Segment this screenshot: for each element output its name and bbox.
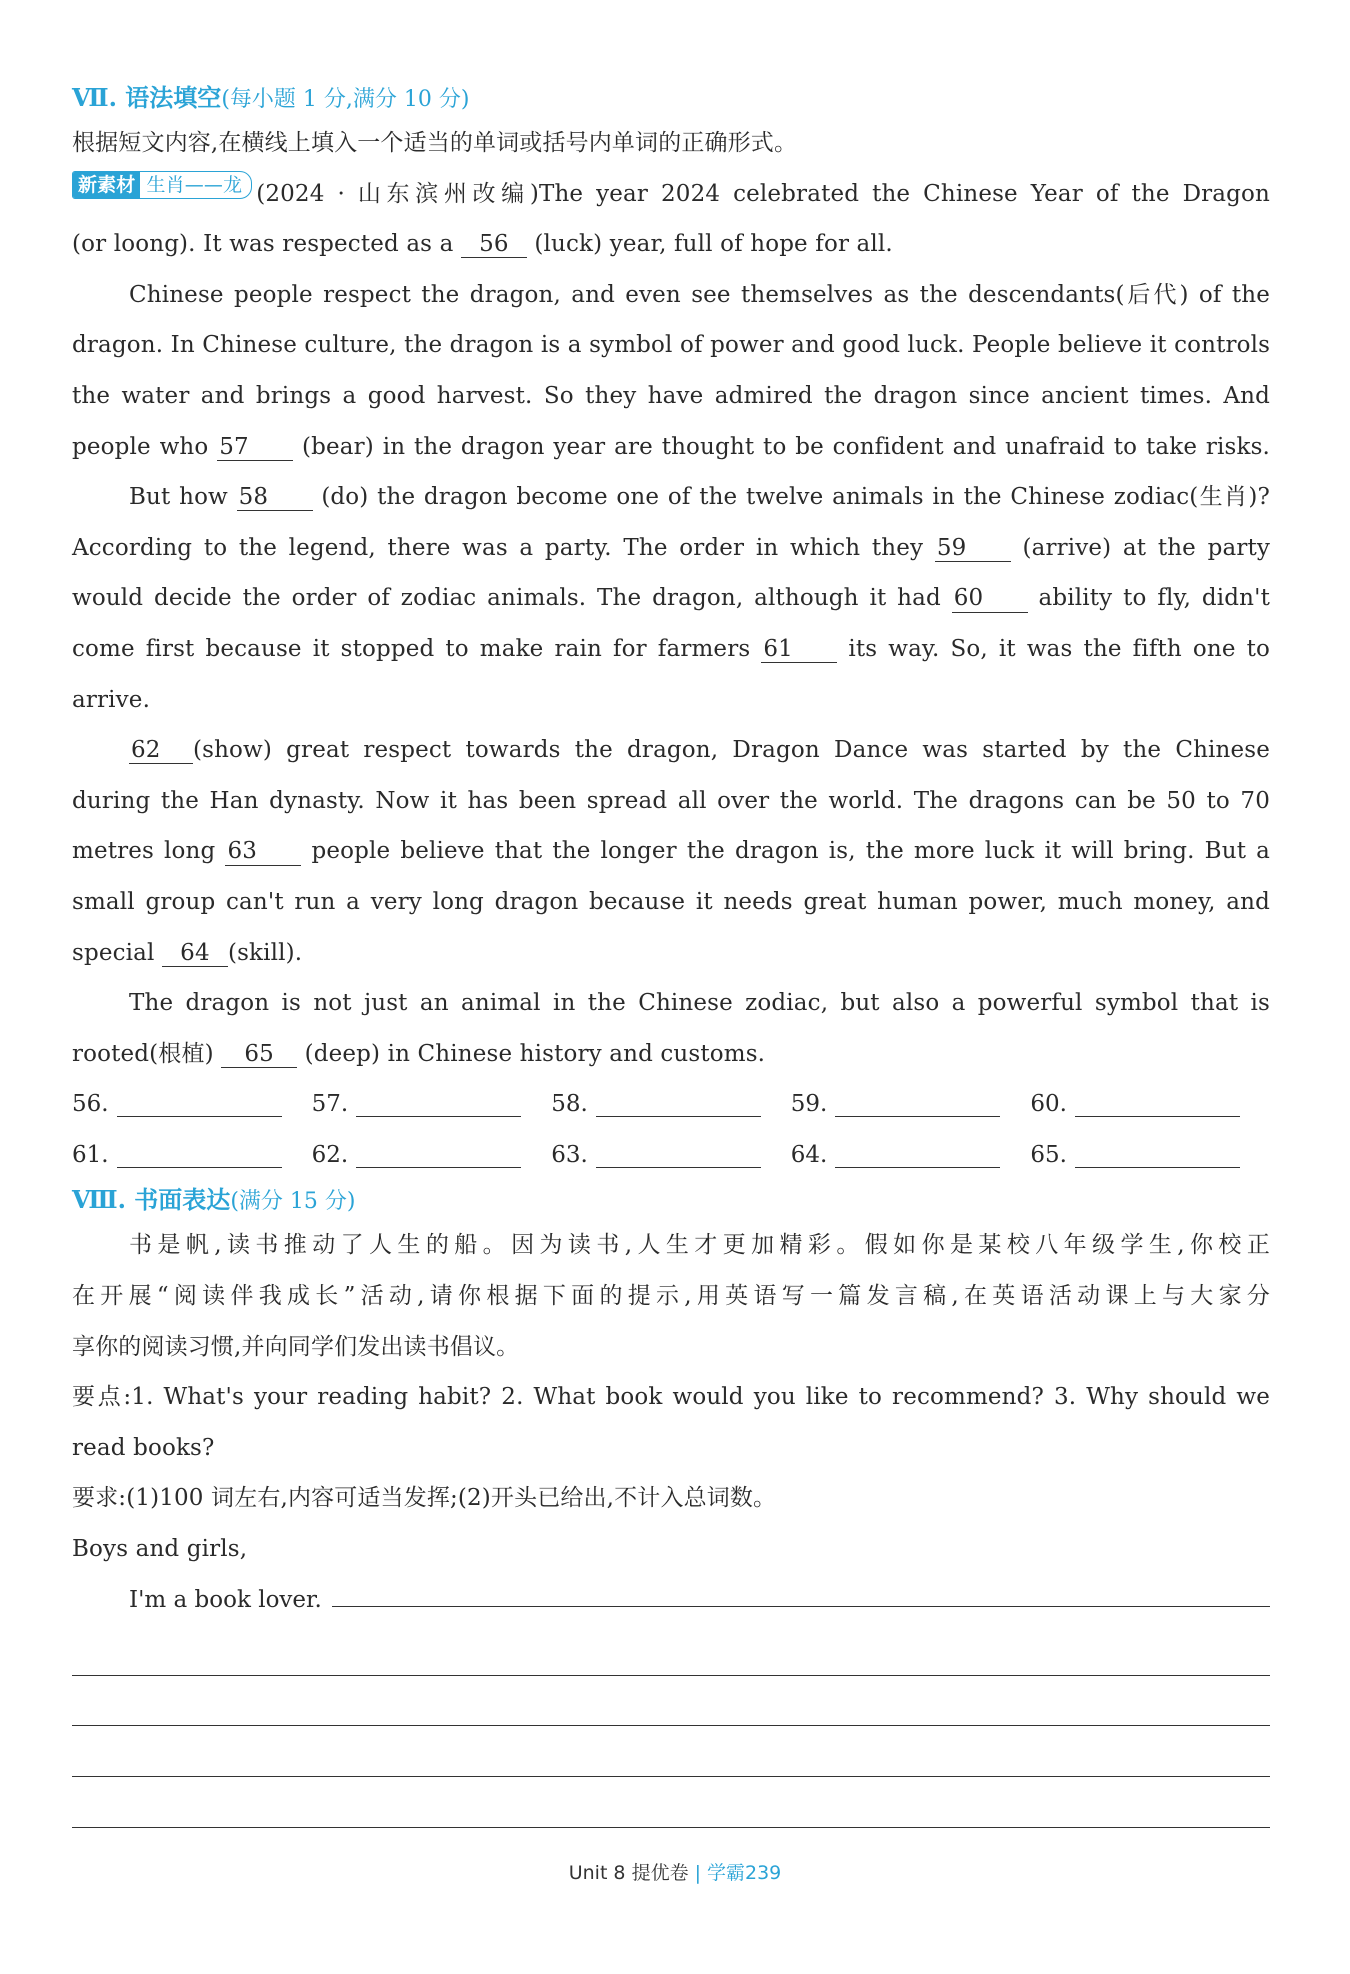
passage-text: (or loong). It was respected as a [72, 231, 454, 258]
blank-65: 65 [221, 1042, 297, 1068]
passage-line [72, 169, 1270, 220]
answer-number: 63. [551, 1141, 588, 1168]
passage-line [72, 523, 1270, 574]
blank-59: 59 [935, 536, 1011, 562]
footer-separator: | [694, 1862, 701, 1884]
answer-field[interactable] [356, 1086, 521, 1117]
answer-number: 56. [72, 1091, 109, 1118]
tag-label: 新素材 [73, 172, 140, 198]
answer-field[interactable] [1075, 1086, 1240, 1117]
passage-line [72, 573, 1270, 624]
answer-item [1030, 1130, 1270, 1181]
passage-text: (luck) year, full of hope for all. [534, 231, 893, 258]
answer-item [312, 1130, 552, 1181]
writing-start: I'm a book lover. [129, 1586, 322, 1613]
answer-field[interactable] [117, 1086, 282, 1117]
passage-line [72, 826, 1270, 877]
key-points: 要点:1. What's your reading habit? 2. What book would you like to recommend? 3. Why should we [72, 1384, 1270, 1411]
blank-62: 62 [129, 738, 193, 764]
requirements: 要求:(1)100 词左右,内容可适当发挥;(2)开头已给出,不计入总词数。 [72, 1485, 777, 1512]
passage-text: people who [72, 433, 209, 460]
new-material-tag [72, 171, 252, 199]
answer-item [72, 1130, 312, 1181]
page-number: 239 [745, 1862, 782, 1884]
blank-63: 63 [225, 839, 301, 865]
passage-line: arrive. [72, 686, 151, 713]
section8-title [72, 1180, 1270, 1220]
greeting: Boys and girls, [72, 1536, 248, 1563]
passage-text: come first because it stopped to make rain for farmers [72, 635, 751, 662]
answer-field[interactable] [117, 1137, 282, 1168]
section7-title [72, 78, 1270, 118]
passage-text: According to the legend, there was a party. The order in which they [72, 534, 924, 561]
answer-item [791, 1079, 1031, 1130]
answer-field[interactable] [596, 1137, 761, 1168]
footer-brand: 学霸 [706, 1862, 745, 1884]
passage-text: metres long [72, 838, 216, 865]
passage-text: its way. So, it was the fifth one to [848, 635, 1270, 662]
passage-source: (2024 · 山东滨州改编)The year 2024 celebrated the Chinese Year of the Dragon [256, 180, 1270, 207]
section7-instruction: 根据短文内容,在横线上填入一个适当的单词或括号内单词的正确形式。 [72, 130, 798, 156]
passage-line: dragon. In Chinese culture, the dragon is a symbol of power and good luck. People believe it controls [72, 332, 1271, 359]
section7-number: Ⅶ. 语法填空 [72, 83, 222, 112]
writing-start-line [72, 1575, 1270, 1626]
answer-number: 64. [790, 1141, 828, 1168]
answer-field[interactable] [835, 1086, 1000, 1117]
passage-line [72, 219, 1270, 270]
answer-item [551, 1079, 791, 1130]
passage-line [72, 725, 1270, 776]
passage-text: special [72, 939, 155, 966]
passage-text: people believe that the longer the dragon is, the more luck it will bring. But a [311, 838, 1271, 865]
passage-line [72, 472, 1270, 523]
answer-item [791, 1130, 1031, 1181]
passage-line [72, 422, 1270, 473]
passage-text: (bear) in the dragon year are thought to be confident and unafraid to take risks. [302, 433, 1270, 460]
passage-text: (show) great respect towards the dragon, Dragon Dance was started by the Chinese [193, 737, 1270, 764]
section8-number: Ⅷ. 书面表达 [72, 1185, 231, 1215]
answer-row-1 [72, 1079, 1270, 1130]
writing-line[interactable] [72, 1726, 1270, 1777]
passage-line: The dragon is not just an animal in the Chinese zodiac, but also a powerful symbol that is [129, 990, 1270, 1017]
answer-item [72, 1079, 312, 1130]
answer-field[interactable] [835, 1137, 1000, 1168]
blank-64: 64 [162, 941, 228, 967]
passage-line [72, 928, 1270, 979]
answer-number: 57. [311, 1091, 349, 1118]
section7-score-note: (每小题 1 分,满分 10 分) [221, 87, 470, 112]
section8-score-note: (满分 15 分) [230, 1189, 356, 1215]
blank-56: 56 [461, 232, 527, 258]
writing-line[interactable] [72, 1777, 1270, 1828]
writing-instruction: 书是帆,读书推动了人生的船。因为读书,人生才更加精彩。假如你是某校八年级学生,你校正 [129, 1232, 1270, 1259]
passage-line: Chinese people respect the dragon, and even see themselves as the descendants(后代) of the [129, 281, 1270, 308]
tag-topic: 生肖——龙 [146, 173, 243, 196]
answer-field[interactable] [356, 1137, 521, 1168]
passage-line [72, 1029, 1270, 1080]
answer-number: 58. [551, 1091, 588, 1118]
writing-instruction: 在开展“阅读伴我成长”活动,请你根据下面的提示,用英语写一篇发言稿,在英语活动课上与大家分 [72, 1283, 1270, 1310]
passage-text: rooted(根植) [72, 1040, 214, 1067]
footer-unit: Unit 8 提优卷 [568, 1862, 689, 1884]
answer-number: 59. [790, 1091, 828, 1118]
writing-line[interactable] [72, 1676, 1270, 1727]
passage-text: ability to fly, didn't [1038, 585, 1270, 612]
writing-area[interactable] [332, 1576, 1270, 1607]
passage-line: small group can't run a very long dragon because it needs great human power, much money, and [72, 888, 1270, 915]
answer-number: 62. [311, 1141, 349, 1168]
passage-text: (skill). [227, 939, 303, 966]
blank-57: 57 [217, 435, 293, 461]
passage-line: the water and brings a good harvest. So they have admired the dragon since ancient times. And [72, 382, 1270, 409]
answer-item [1030, 1079, 1270, 1130]
answer-number: 65. [1030, 1141, 1067, 1168]
passage-text: (do) the dragon become one of the twelve animals in the Chinese zodiac(生肖)? [321, 484, 1270, 511]
blank-58: 58 [237, 485, 313, 511]
passage-text: But how [129, 484, 228, 511]
answer-row-2 [72, 1130, 1270, 1181]
passage-text: (arrive) at the party [1022, 534, 1271, 561]
answer-number: 61. [72, 1141, 109, 1168]
key-points: read books? [72, 1434, 215, 1461]
passage-text: (deep) in Chinese history and customs. [304, 1040, 766, 1067]
answer-field[interactable] [596, 1086, 761, 1117]
answer-number: 60. [1030, 1091, 1067, 1118]
blank-60: 60 [952, 586, 1028, 612]
passage-text: would decide the order of zodiac animals. The dragon, although it had [72, 585, 941, 612]
passage-line: during the Han dynasty. Now it has been spread all over the world. The dragons can be 50 to 70 [72, 787, 1270, 814]
answer-field[interactable] [1075, 1137, 1240, 1168]
passage-line [72, 624, 1270, 675]
writing-instruction: 享你的阅读习惯,并向同学们发出读书倡议。 [72, 1333, 520, 1360]
writing-line[interactable] [72, 1625, 1270, 1676]
page-footer [0, 1858, 1350, 1885]
answer-item [551, 1130, 791, 1181]
answer-item [312, 1079, 552, 1130]
blank-61: 61 [761, 637, 837, 663]
